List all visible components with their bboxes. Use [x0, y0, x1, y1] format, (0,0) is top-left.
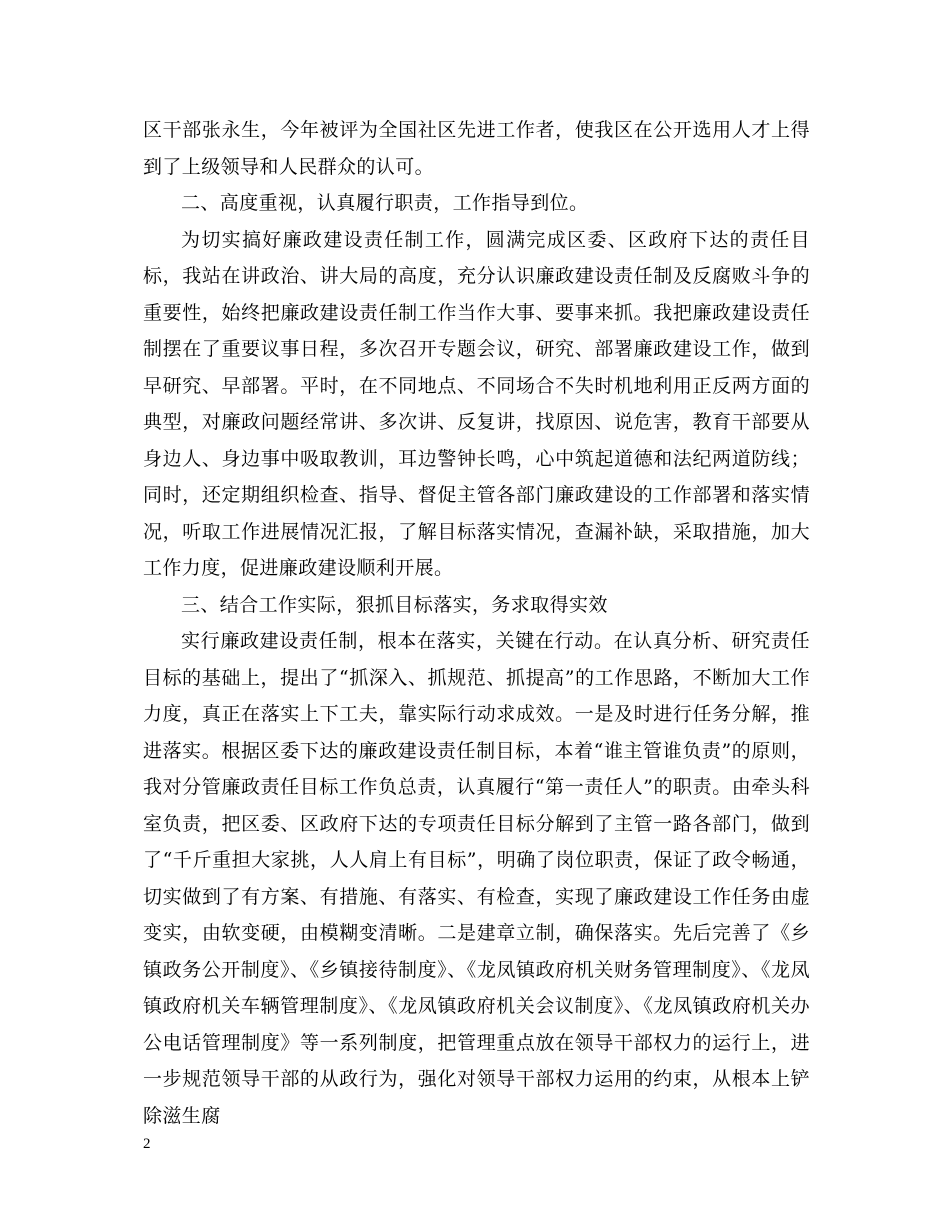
- section-heading-three: 三、结合工作实际，狠抓目标落实，务求取得实效: [181, 593, 608, 616]
- section-heading-two: 二、高度重视，认真履行职责，工作指导到位。: [181, 192, 589, 214]
- paragraph-section-two-body: 为切实搞好廉政建设责任制工作，圆满完成区委、区政府下达的责任目标，我站在讲政治、讲大局的高度，充分认识廉政建设责任制及反腐败斗争的重要性，始终把廉政建设责任制工作当作大事、要事来抓。我把廉政建设责任制摆在了重要议事日程，多次召开专题会议，研究、部署廉政建设工作，做到早研究、早部署。平时，在不同地点、不同场合不失时机地利用正反两方面的典型，对廉政问题经常讲、多次讲、反复讲，找原因、说危害，教育干部要从身边人、身边事中吸取教训，耳边警钟长鸣，心中筑起道德和法纪两道防线；同时，还定期组织检查、指导、督促主管各部门廉政建设的工作部署和落实情况，听取工作进展情况汇报，了解目标落实情况，查漏补缺，采取措施，加大工作力度，促进廉政建设顺利开展。: [143, 228, 810, 579]
- page-number: 2: [143, 1136, 151, 1152]
- paragraph-section-three-body: 实行廉政建设责任制，根本在落实，关键在行动。在认真分析、研究责任目标的基础上，提出了“抓深入、抓规范、抓提高”的工作思路，不断加大工作力度，真正在落实上下工夫，靠实际行动求成效。一是及时进行任务分解，推进落实。根据区委下达的廉政建设责任制目标，本着“谁主管谁负责”的原则，我对分管廉政责任目标工作负总责，认真履行“第一责任人”的职责。由牵头科室负责，把区委、区政府下达的专项责任目标分解到了主管一路各部门，做到了“千斤重担大家挑，人人肩上有目标”，明确了岗位职责，保证了政令畅通，切实做到了有方案、有措施、有落实、有检查，实现了廉政建设工作任务由虚变实，由软变硬，由模糊变清晰。二是建章立制，确保落实。先后完善了《乡镇政务公开制度》、《乡镇接待制度》、《龙凤镇政府机关财务管理制度》、《龙凤镇政府机关车辆管理制度》、《龙凤镇政府机关会议制度》、《龙凤镇政府机关办公电话管理制度》等一系列制度，把管理重点放在领导干部权力的运行上，进一步规范领导干部的从政行为，强化对领导干部权力运用的约束，从根本上铲除滋生腐: [143, 630, 810, 1127]
- document-body: [143, 112, 810, 1134]
- paragraph-continuation: 区干部张永生，今年被评为全国社区先进工作者，使我区在公开选用人才上得到了上级领导和人民群众的认可。: [143, 119, 810, 178]
